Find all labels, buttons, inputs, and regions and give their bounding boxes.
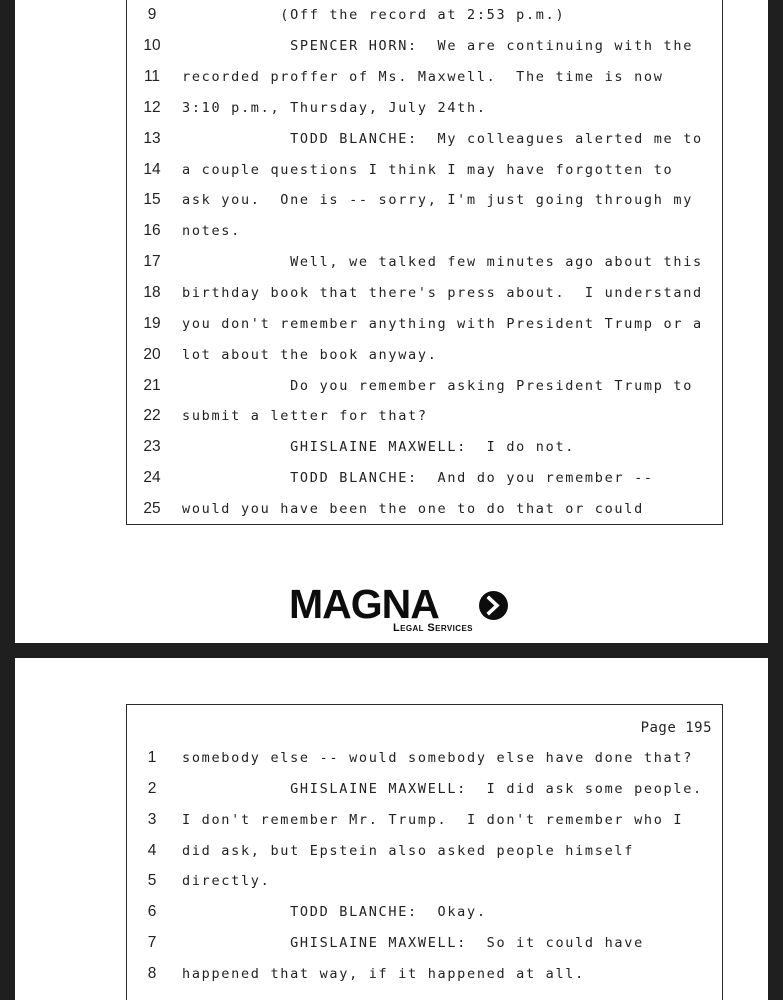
line-text: recorded proffer of Ms. Maxwell. The time is now bbox=[182, 69, 664, 85]
line-text: directly. bbox=[182, 873, 271, 889]
transcript-line bbox=[15, 964, 768, 984]
line-text: TODD BLANCHE: Okay. bbox=[182, 904, 487, 920]
line-text: GHISLAINE MAXWELL: I did ask some people. bbox=[182, 781, 703, 797]
line-number: 19 bbox=[143, 315, 161, 332]
transcript-line bbox=[15, 933, 768, 953]
line-text: somebody else -- would somebody else have done that? bbox=[182, 750, 694, 766]
line-number: 1 bbox=[147, 749, 157, 766]
transcript-line bbox=[15, 871, 768, 891]
transcript-line bbox=[15, 190, 768, 210]
magna-logo bbox=[289, 582, 509, 638]
line-text: Well, we talked few minutes ago about this bbox=[182, 254, 703, 270]
line-number: 5 bbox=[147, 872, 157, 889]
transcript-line bbox=[15, 160, 768, 180]
line-text: 3:10 p.m., Thursday, July 24th. bbox=[182, 100, 487, 116]
transcript-line bbox=[15, 221, 768, 241]
line-number: 14 bbox=[143, 161, 161, 178]
line-text: a couple questions I think I may have forgotten to bbox=[182, 162, 674, 178]
arrow-circle-icon bbox=[478, 590, 509, 621]
line-text: birthday book that there's press about. I understand bbox=[182, 285, 703, 301]
line-number: 24 bbox=[143, 469, 161, 486]
line-text: GHISLAINE MAXWELL: I do not. bbox=[182, 439, 576, 455]
transcript-line bbox=[15, 902, 768, 922]
transcript-line bbox=[15, 841, 768, 861]
transcript-line bbox=[15, 129, 768, 149]
transcript-line bbox=[15, 345, 768, 365]
transcript-line bbox=[15, 779, 768, 799]
line-number: 9 bbox=[147, 6, 157, 23]
line-text: Do you remember asking President Trump to bbox=[182, 378, 694, 394]
line-number: 10 bbox=[143, 37, 161, 54]
line-number: 20 bbox=[143, 346, 161, 363]
line-number: 13 bbox=[143, 130, 161, 147]
line-number: 12 bbox=[143, 99, 161, 116]
line-number: 4 bbox=[147, 842, 157, 859]
transcript-line bbox=[15, 5, 768, 25]
line-number: 6 bbox=[147, 903, 157, 920]
line-number: 2 bbox=[147, 780, 157, 797]
transcript-line bbox=[15, 499, 768, 519]
line-text: submit a letter for that? bbox=[182, 408, 428, 424]
line-text: you don't remember anything with President Trump or a bbox=[182, 316, 703, 332]
line-number: 18 bbox=[143, 284, 161, 301]
line-number: 7 bbox=[147, 934, 157, 951]
line-number: 17 bbox=[143, 253, 161, 270]
page-number: Page 195 bbox=[640, 720, 712, 736]
transcript-line bbox=[15, 314, 768, 334]
line-number: 15 bbox=[143, 191, 161, 208]
line-number: 21 bbox=[143, 377, 161, 394]
line-number: 3 bbox=[147, 811, 157, 828]
transcript-line bbox=[15, 98, 768, 118]
line-text: TODD BLANCHE: My colleagues alerted me to bbox=[182, 131, 703, 147]
transcript-line bbox=[15, 67, 768, 87]
logo-wordmark: MAGNA bbox=[289, 581, 439, 627]
line-text: TODD BLANCHE: And do you remember -- bbox=[182, 470, 654, 486]
line-text: happened that way, if it happened at all. bbox=[182, 966, 585, 982]
line-text: (Off the record at 2:53 p.m.) bbox=[182, 7, 566, 23]
line-text: lot about the book anyway. bbox=[182, 347, 438, 363]
transcript-line bbox=[15, 810, 768, 830]
transcript-line bbox=[15, 36, 768, 56]
transcript-line bbox=[15, 468, 768, 488]
line-text: notes. bbox=[182, 223, 241, 239]
line-number: 25 bbox=[143, 500, 161, 517]
line-number: 16 bbox=[143, 222, 161, 239]
transcript-line bbox=[15, 252, 768, 272]
transcript-line bbox=[15, 437, 768, 457]
transcript-line bbox=[15, 283, 768, 303]
transcript-page-194 bbox=[15, 0, 768, 643]
transcript-line bbox=[15, 406, 768, 426]
line-number: 22 bbox=[143, 407, 161, 424]
line-text: would you have been the one to do that or could bbox=[182, 501, 644, 517]
line-text: I don't remember Mr. Trump. I don't remember who I bbox=[182, 812, 684, 828]
line-text: ask you. One is -- sorry, I'm just going through my bbox=[182, 192, 694, 208]
line-number: 23 bbox=[143, 438, 161, 455]
line-text: did ask, but Epstein also asked people himself bbox=[182, 843, 635, 859]
line-number: 11 bbox=[143, 68, 161, 85]
transcript-line bbox=[15, 748, 768, 768]
logo-subtitle: Legal Services bbox=[393, 622, 473, 634]
line-text: SPENCER HORN: We are continuing with the bbox=[182, 38, 694, 54]
line-number: 8 bbox=[147, 965, 157, 982]
line-text: GHISLAINE MAXWELL: So it could have bbox=[182, 935, 644, 951]
transcript-line bbox=[15, 376, 768, 396]
transcript-page-195 bbox=[15, 658, 768, 1000]
